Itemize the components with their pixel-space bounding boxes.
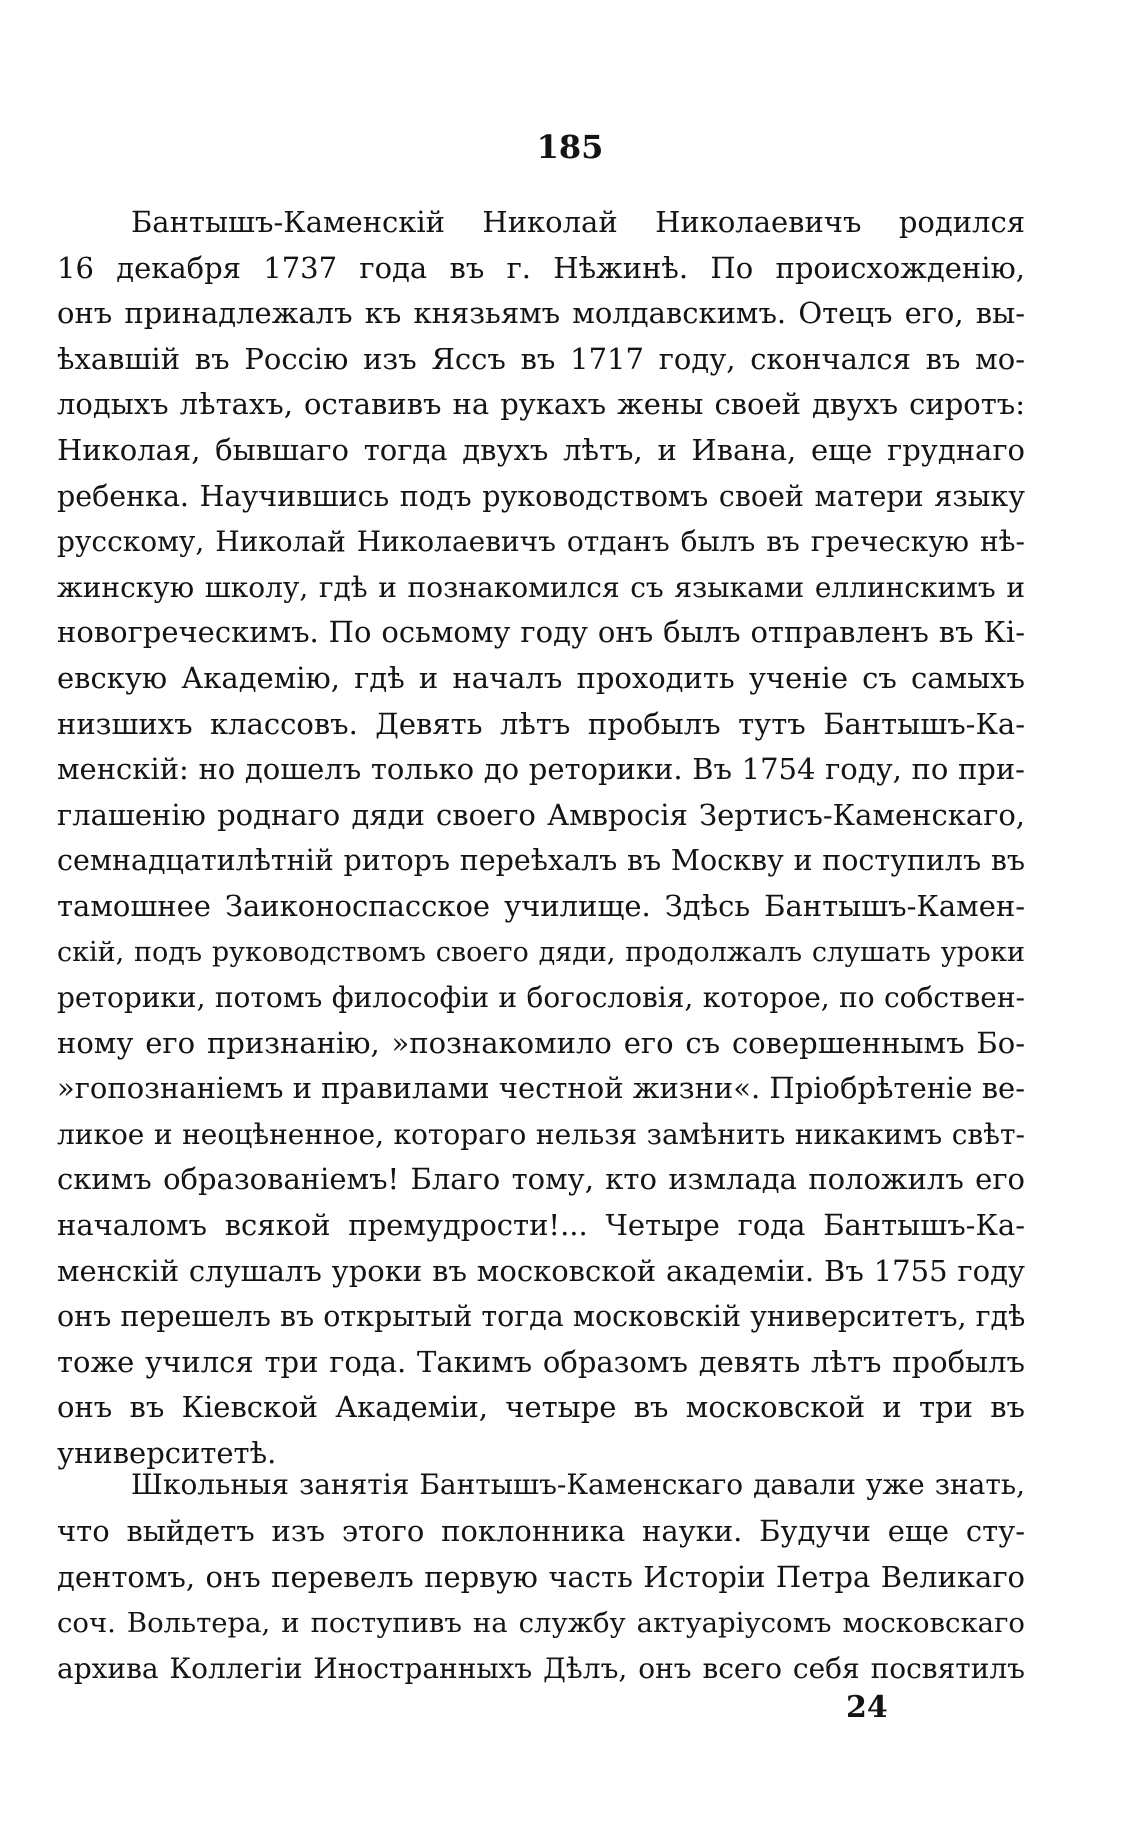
text-line: архива Коллегіи Иностранныхъ Дѣлъ, онъ всего себя посвятилъ (57, 1652, 1025, 1685)
text-line: ребенка. Научившись подъ руководствомъ своей матери языку (57, 479, 1025, 513)
text-line: ѣхавшій въ Россію изъ Яссъ въ 1717 году, скончался въ мо- (57, 341, 1025, 376)
text-line: онъ перешелъ въ открытый тогда московскій университетъ, гдѣ (57, 1300, 1026, 1334)
text-line: евскую Академію, гдѣ и началъ проходить ученіе съ самыхъ (57, 660, 1025, 695)
signature-mark: 24 (846, 1690, 888, 1725)
text-line: менскій: но дошелъ только до реторики. Въ 1754 году, по при- (57, 752, 1025, 787)
paragraph-1 (57, 200, 1025, 1477)
text-line: онъ въ Кіевской Академіи, четыре въ московской и три въ (57, 1390, 1025, 1425)
text-line: тамошнее Заиконоспасское училище. Здѣсь Бантышъ-Камен- (57, 888, 1025, 923)
text-line: глашенію роднаго дяди своего Амвросія Зертисъ-Каменскаго, (57, 797, 1025, 832)
paragraph-2 (57, 1462, 1025, 1692)
text-line: университетѣ. (57, 1436, 277, 1471)
text-line: началомъ всякой премудрости!... Четыре года Бантышъ-Ка- (57, 1208, 1025, 1243)
text-line: соч. Вольтера, и поступивъ на службу актуаріусомъ московскаго (57, 1607, 1025, 1639)
text-line: 16 декабря 1737 года въ г. Нѣжинѣ. По происхожденію, (57, 250, 1025, 285)
text-line: Школьныя занятія Бантышъ-Каменскаго давали уже знать, (131, 1468, 1025, 1501)
text-line: скій, подъ руководствомъ своего дяди, продолжалъ слушать уроки (57, 936, 1025, 968)
text-line: русскому, Николай Николаевичъ отданъ былъ въ греческую нѣ- (57, 525, 1025, 559)
text-line: Бантышъ-Каменскій Николай Николаевичъ родился (131, 205, 1025, 239)
text-line: скимъ образованіемъ! Благо тому, кто измлада положилъ его (57, 1162, 1025, 1197)
text-line: ликое и неоцѣненное, котораго нельзя замѣнить никакимъ свѣт- (57, 1117, 1025, 1151)
text-line: семнадцатилѣтній риторъ переѣхалъ въ Москву и поступилъ въ (57, 844, 1025, 878)
text-line: новогреческимъ. По осьмому году онъ былъ отправленъ въ Кі- (57, 615, 1025, 650)
text-line: менскій слушалъ уроки въ московской академіи. Въ 1755 году (57, 1253, 1025, 1288)
text-line: что выйдетъ изъ этого поклонника науки. Будучи еще сту- (57, 1514, 1025, 1548)
text-line: Николая, бывшаго тогда двухъ лѣтъ, и Ивана, еще груднаго (57, 432, 1025, 467)
text-line: »гопознаніемъ и правилами честной жизни«. Пріобрѣтеніе ве- (57, 1071, 1026, 1106)
text-line: онъ принадлежалъ къ князьямъ молдавскимъ. Отецъ его, вы- (57, 296, 1025, 331)
text-line: тоже учился три года. Такимъ образомъ девять лѣтъ пробылъ (57, 1344, 1025, 1379)
page-number: 185 (536, 128, 604, 166)
text-line: лодыхъ лѣтахъ, оставивъ на рукахъ жены своей двухъ сиротъ: (57, 387, 1025, 422)
text-line: реторики, потомъ философіи и богословія, которое, по собствен- (57, 981, 1025, 1015)
text-line: ному его признанію, »познакомило его съ совершеннымъ Бо- (57, 1025, 1025, 1060)
text-line: жинскую школу, гдѣ и познакомился съ языками еллинскимъ и (57, 570, 1025, 604)
text-line: низшихъ классовъ. Девять лѣтъ пробылъ тутъ Бантышъ-Ка- (57, 706, 1025, 741)
text-line: дентомъ, онъ перевелъ первую часть Исторіи Петра Великаго (57, 1560, 1025, 1594)
